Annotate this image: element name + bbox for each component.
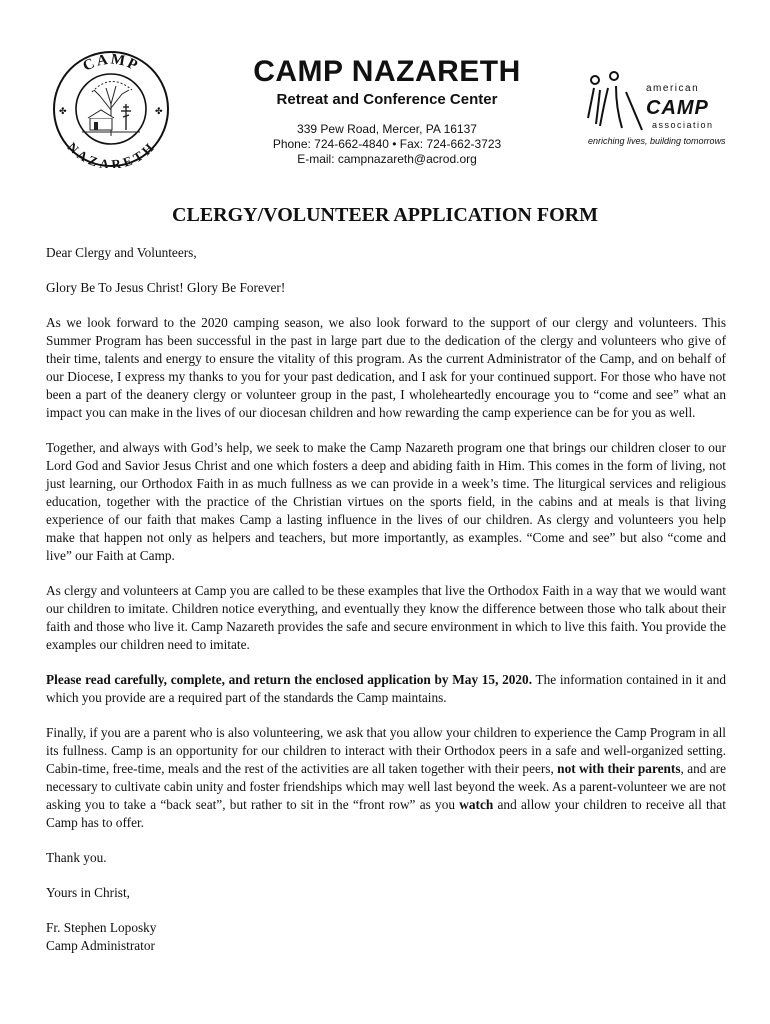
letter-body: [46, 244, 726, 955]
svg-text:CAMP: [81, 51, 142, 74]
paragraph-5-emphasis-watch: watch: [459, 797, 494, 812]
paragraph-3: As clergy and volunteers at Camp you are called to be these examples that live the Orthodox Faith in a way that we would want our children to imitate. Children notice everything, and eventually they know the difference between those who talk about their faith and those who live it. Camp Nazareth provides the safe and secure environment in which to live this faith. You provide the examples our children need to imitate.: [46, 583, 726, 652]
organization-subtitle: Retreat and Conference Center: [276, 91, 498, 108]
seal-top-text: CAMP: [80, 51, 142, 75]
paragraph-5-part-b: , and are necessary to cultivate cabin unity and foster friendships which may well last beyond the week. As a parent-volunteer we are not asking you to take a “back seat”, but rather to sit in the “front row” as you: [46, 761, 727, 812]
organization-name: CAMP NAZARETH: [253, 55, 521, 88]
seal-ornament-icon: ✤: [155, 106, 163, 116]
paragraph-5-part-c: and allow your children to receive all that Camp has to offer.: [46, 797, 726, 830]
salutation: Dear Clergy and Volunteers,: [46, 245, 197, 260]
form-title: CLERGY/VOLUNTEER APPLICATION FORM: [172, 204, 598, 226]
paragraph-2: Together, and always with God’s help, we seek to make the Camp Nazareth program one that brings our children closer to our Lord God and Savior Jesus Christ and one which fosters a deep and abiding faith in Him. This comes in the form of living, not just learning, our Orthodox Faith in as much fullness as we can provide in a week’s time. The liturgical services and religious education, together with the practice of the Christian virtues on the sports field, in the cabins and at meals is that living experience of our faith that makes Camp a lasting influence in the lives of our children. As clergy and volunteers you help make that happen not only as helpers and teachers, but more importantly, as examples. “Come and see” but also “come and live” our Faith at Camp.: [46, 440, 726, 563]
paragraph-1: As we look forward to the 2020 camping season, we also look forward to the support of our clergy and volunteers. This Summer Program has been successful in the past in large part due to the dedication of the clergy and volunteers who give of their time, talents and energy to ensure the vitality of this program. As the current Administrator of the Camp, and on behalf of our Diocese, I express my thanks to you for your past dedication, and I ask for your continued support. For those who have not been a part of the deanery clergy or volunteer group in the past, I wholeheartedly encourage you to “come and see” what an impact you can make in the lives of our diocesan children and how rewarding the camp experience can be for you as well.: [46, 315, 726, 420]
paragraph-5: [46, 724, 726, 832]
organization-phone-fax: Phone: 724-662-4840 • Fax: 724-662-3723: [272, 137, 502, 151]
american-camp-association-logo: [586, 68, 722, 140]
aca-tagline: enriching lives, building tomorrows: [588, 136, 726, 146]
seal-ornament-icon: ✤: [59, 106, 67, 116]
organization-email: E-mail: campnazareth@acrod.org: [297, 152, 477, 166]
greeting: Glory Be To Jesus Christ! Glory Be Forever!: [46, 280, 286, 295]
aca-word-association: association: [652, 120, 714, 130]
closing-line: Yours in Christ,: [46, 885, 130, 900]
aca-word-camp: CAMP: [646, 97, 709, 119]
aca-word-american: american: [646, 83, 700, 94]
thanks-line: Thank you.: [46, 850, 107, 865]
paragraph-5-emphasis-parents: not with their parents: [557, 761, 681, 776]
signer-title: Camp Administrator: [46, 938, 155, 953]
paragraph-4-rest: The information contained in it and which you provide are a required part of the standards the Camp maintains.: [46, 672, 726, 705]
deadline-notice: Please read carefully, complete, and return the enclosed application by May 15, 2020.: [46, 672, 533, 687]
organization-address: 339 Pew Road, Mercer, PA 16137: [297, 122, 477, 136]
camp-nazareth-seal-logo: [52, 50, 170, 168]
paragraph-5-part-a: Finally, if you are a parent who is also volunteering, we ask that you allow your children to experience the Camp Program in all its fullness. Camp is an opportunity for our children to interact with their Orthodox peers in a safe and well-organized setting. Cabin-time, free-time, meals and the rest of the activities are all taken together with their peers,: [46, 725, 726, 776]
seal-bottom-text: NAZARETH: [64, 139, 158, 168]
signer-name: Fr. Stephen Loposky: [46, 920, 157, 935]
paragraph-4: [46, 671, 726, 707]
